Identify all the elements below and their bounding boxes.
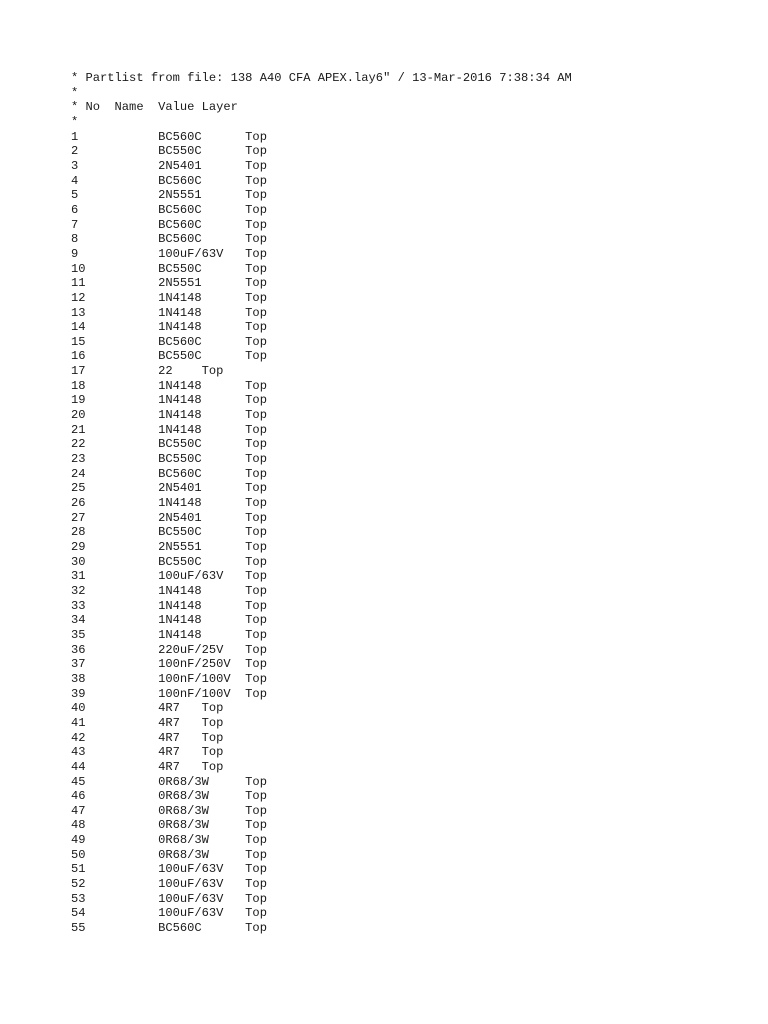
partlist-row: 22 BC550C Top — [71, 437, 267, 452]
partlist-row: 13 1N4148 Top — [71, 305, 267, 320]
partlist-row: 16 BC550C Top — [71, 349, 267, 364]
partlist-row: 12 1N4148 Top — [71, 290, 267, 305]
partlist-row: 25 2N5401 Top — [71, 481, 267, 496]
partlist-row: 10 BC550C Top — [71, 261, 267, 276]
partlist-row: 43 4R7 Top — [71, 745, 224, 760]
partlist-row: 14 1N4148 Top — [71, 320, 267, 335]
partlist-row: 26 1N4148 Top — [71, 496, 267, 511]
partlist-row: 50 0R68/3W Top — [71, 847, 267, 862]
partlist-text — [71, 71, 572, 936]
partlist-row: 27 2N5401 Top — [71, 510, 267, 525]
partlist-row: 33 1N4148 Top — [71, 598, 267, 613]
partlist-row: 37 100nF/250V Top — [71, 657, 267, 672]
partlist-row: 1 BC560C Top — [71, 129, 267, 144]
partlist-row: 39 100nF/100V Top — [71, 686, 267, 701]
partlist-row: 2 BC550C Top — [71, 144, 267, 159]
partlist-row: 21 1N4148 Top — [71, 422, 267, 437]
partlist-row: 23 BC550C Top — [71, 452, 267, 467]
partlist-row: 24 BC560C Top — [71, 466, 267, 481]
partlist-row: 9 100uF/63V Top — [71, 246, 267, 261]
partlist-row: 45 0R68/3W Top — [71, 774, 267, 789]
partlist-row: 7 BC560C Top — [71, 217, 267, 232]
partlist-comment-line: * No Name Value Layer — [71, 100, 238, 115]
partlist-row: 29 2N5551 Top — [71, 540, 267, 554]
partlist-row: 20 1N4148 Top — [71, 408, 267, 423]
partlist-row: 41 4R7 Top — [71, 715, 224, 730]
partlist-row: 15 BC560C Top — [71, 334, 267, 349]
partlist-row: 40 4R7 Top — [71, 701, 224, 716]
partlist-comment-line: * — [71, 85, 79, 100]
partlist-row: 18 1N4148 Top — [71, 378, 267, 393]
partlist-row: 6 BC560C Top — [71, 202, 267, 217]
partlist-row: 49 0R68/3W Top — [71, 833, 267, 848]
partlist-row: 35 1N4148 Top — [71, 627, 267, 642]
partlist-row: 4 BC560C Top — [71, 173, 267, 188]
partlist-row: 48 0R68/3W Top — [71, 818, 267, 833]
partlist-row: 51 100uF/63V Top — [71, 862, 267, 877]
partlist-row: 54 100uF/63V Top — [71, 906, 267, 921]
partlist-row: 5 2N5551 Top — [71, 188, 267, 203]
partlist-row: 53 100uF/63V Top — [71, 891, 267, 906]
partlist-comment-line: * — [71, 114, 79, 129]
partlist-row: 32 1N4148 Top — [71, 583, 267, 598]
partlist-row: 38 100nF/100V Top — [71, 671, 267, 686]
partlist-row: 44 4R7 Top — [71, 759, 224, 774]
partlist-row: 8 BC560C Top — [71, 232, 267, 247]
partlist-row: 34 1N4148 Top — [71, 613, 267, 628]
partlist-row: 52 100uF/63V Top — [71, 877, 267, 892]
partlist-header-line: * Partlist from file: 138 A40 CFA APEX.lay6" / 13-Mar-2016 7:38:34 AM — [71, 71, 572, 85]
partlist-row: 11 2N5551 Top — [71, 276, 267, 291]
partlist-row: 17 22 Top — [71, 364, 224, 379]
partlist-row: 19 1N4148 Top — [71, 393, 267, 408]
partlist-row: 28 BC550C Top — [71, 525, 267, 540]
partlist-row: 47 0R68/3W Top — [71, 803, 267, 818]
partlist-row: 46 0R68/3W Top — [71, 789, 267, 804]
partlist-row: 3 2N5401 Top — [71, 158, 267, 173]
partlist-row: 30 BC550C Top — [71, 554, 267, 569]
partlist-row: 42 4R7 Top — [71, 730, 224, 745]
partlist-row: 36 220uF/25V Top — [71, 642, 267, 657]
partlist-row: 31 100uF/63V Top — [71, 569, 267, 584]
partlist-row: 55 BC560C Top — [71, 921, 267, 936]
